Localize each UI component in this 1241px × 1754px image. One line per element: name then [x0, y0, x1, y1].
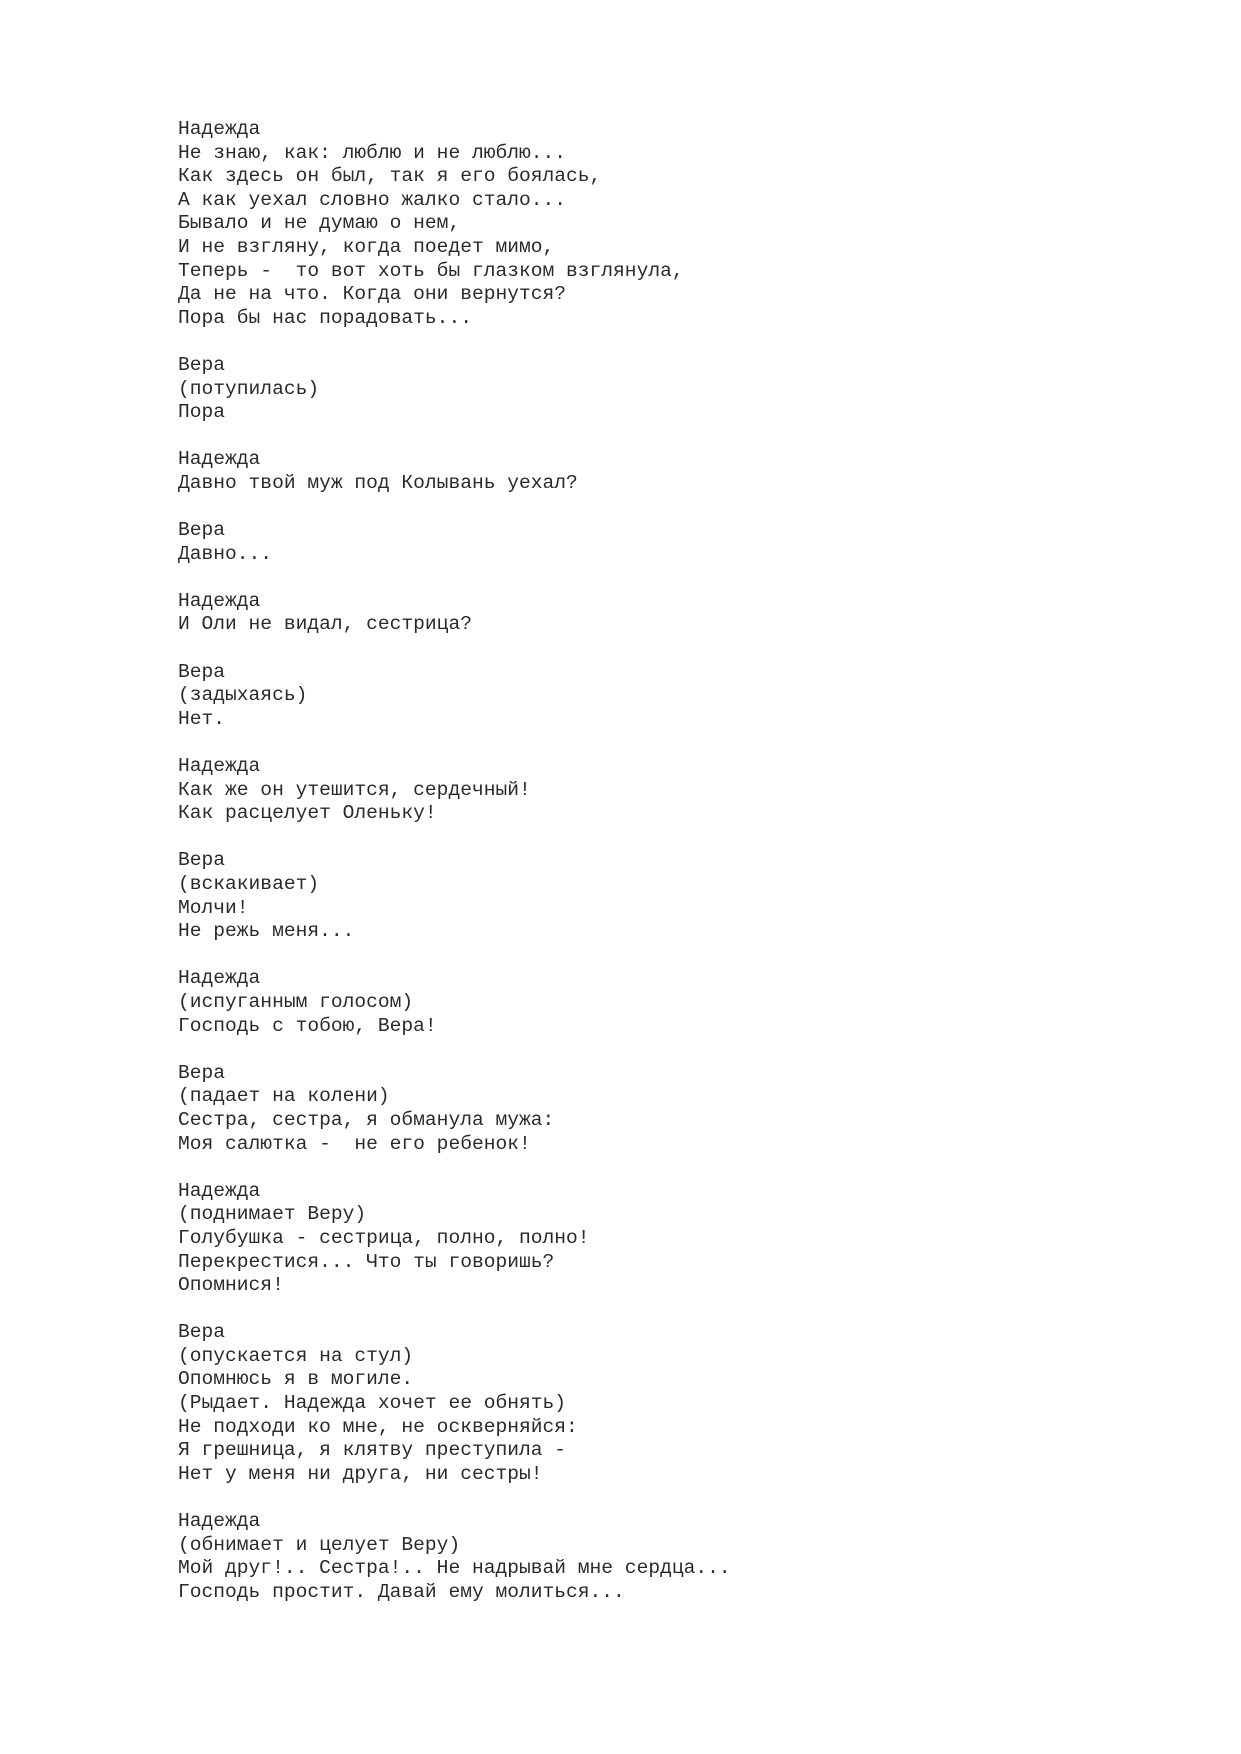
stage-direction: (обнимает и целует Веру) [178, 1533, 461, 1556]
dialogue-line: Сестра, сестра, я обманула мужа: [178, 1108, 555, 1131]
dialogue-line: Господь простит. Давай ему молиться... [178, 1580, 625, 1603]
dialogue-line: Я грешница, я клятву преступила - [178, 1439, 567, 1462]
dialogue-line: Как же он утешится, сердечный! [178, 778, 531, 801]
dialogue-block [178, 755, 1178, 826]
dialogue-block [178, 967, 1178, 1038]
dialogue-line: Да не на что. Когда они вернутся? [178, 283, 567, 306]
dialogue-line: Моя салютка - не его ребенок! [178, 1132, 531, 1155]
speaker-name: Надежда [178, 448, 261, 471]
dialogue-block [178, 661, 1178, 732]
dialogue-block [178, 354, 1178, 425]
dialogue-line: Молчи! [178, 896, 249, 919]
dialogue-line: И Оли не видал, сестрица? [178, 613, 472, 636]
dialogue-block [178, 1321, 1178, 1486]
speaker-name: Надежда [178, 1510, 261, 1533]
speaker-name: Вера [178, 519, 226, 542]
dialogue-line: Мой друг!.. Сестра!.. Не надрывай мне сердца... [178, 1557, 731, 1580]
dialogue-line: Давно... [178, 542, 273, 565]
dialogue-line: Перекрестися... Что ты говоришь? [178, 1250, 555, 1273]
dialogue-line: Опомнюсь я в могиле. [178, 1368, 414, 1391]
stage-direction: (Рыдает. Надежда хочет ее обнять) [178, 1392, 567, 1415]
dialogue-line: Давно твой муж под Колывань уехал? [178, 471, 578, 494]
stage-direction: (потупилась) [178, 377, 320, 400]
dialogue-line: Нет у меня ни друга, ни сестры! [178, 1462, 543, 1485]
speaker-name: Вера [178, 849, 226, 872]
speaker-name: Вера [178, 1061, 226, 1084]
dialogue-line: Как расцелует Оленьку! [178, 802, 437, 825]
dialogue-line: Бывало и не думаю о нем, [178, 212, 461, 235]
dialogue-line: Пора [178, 401, 226, 424]
dialogue-block [178, 849, 1178, 943]
dialogue-line: Голубушка - сестрица, полно, полно! [178, 1226, 590, 1249]
dialogue-block [178, 448, 1178, 495]
dialogue-line: И не взгляну, когда поедет мимо, [178, 235, 555, 258]
dialogue-block [178, 519, 1178, 566]
stage-direction: (опускается на стул) [178, 1344, 414, 1367]
dialogue-line: Не подходи ко мне, не оскверняйся: [178, 1415, 578, 1438]
dialogue-line: Не знаю, как: люблю и не люблю... [178, 141, 567, 164]
speaker-name: Надежда [178, 967, 261, 990]
speaker-name: Вера [178, 1321, 226, 1344]
dialogue-line: А как уехал словно жалко стало... [178, 188, 567, 211]
stage-direction: (задыхаясь) [178, 684, 308, 707]
dialogue-block [178, 590, 1178, 637]
dialogue-block [178, 1180, 1178, 1298]
dialogue-block [178, 118, 1178, 330]
speaker-name: Надежда [178, 589, 261, 612]
dialogue-line: Как здесь он был, так я его боялась, [178, 165, 602, 188]
script-page [178, 118, 1178, 1628]
dialogue-line: Не режь меня... [178, 920, 355, 943]
stage-direction: (падает на колени) [178, 1085, 390, 1108]
dialogue-line: Нет. [178, 707, 226, 730]
dialogue-line: Теперь - то вот хоть бы глазком взглянула, [178, 259, 684, 282]
speaker-name: Надежда [178, 118, 261, 140]
dialogue-line: Опомнися! [178, 1274, 284, 1297]
dialogue-block [178, 1510, 1178, 1604]
dialogue-line: Господь с тобою, Вера! [178, 1014, 437, 1037]
stage-direction: (поднимает Веру) [178, 1203, 367, 1226]
speaker-name: Надежда [178, 755, 261, 778]
speaker-name: Вера [178, 660, 226, 683]
dialogue-line: Пора бы нас порадовать... [178, 306, 472, 329]
speaker-name: Вера [178, 353, 226, 376]
stage-direction: (вскакивает) [178, 873, 320, 895]
dialogue-block [178, 1062, 1178, 1156]
speaker-name: Надежда [178, 1179, 261, 1202]
stage-direction: (испуганным голосом) [178, 990, 414, 1013]
